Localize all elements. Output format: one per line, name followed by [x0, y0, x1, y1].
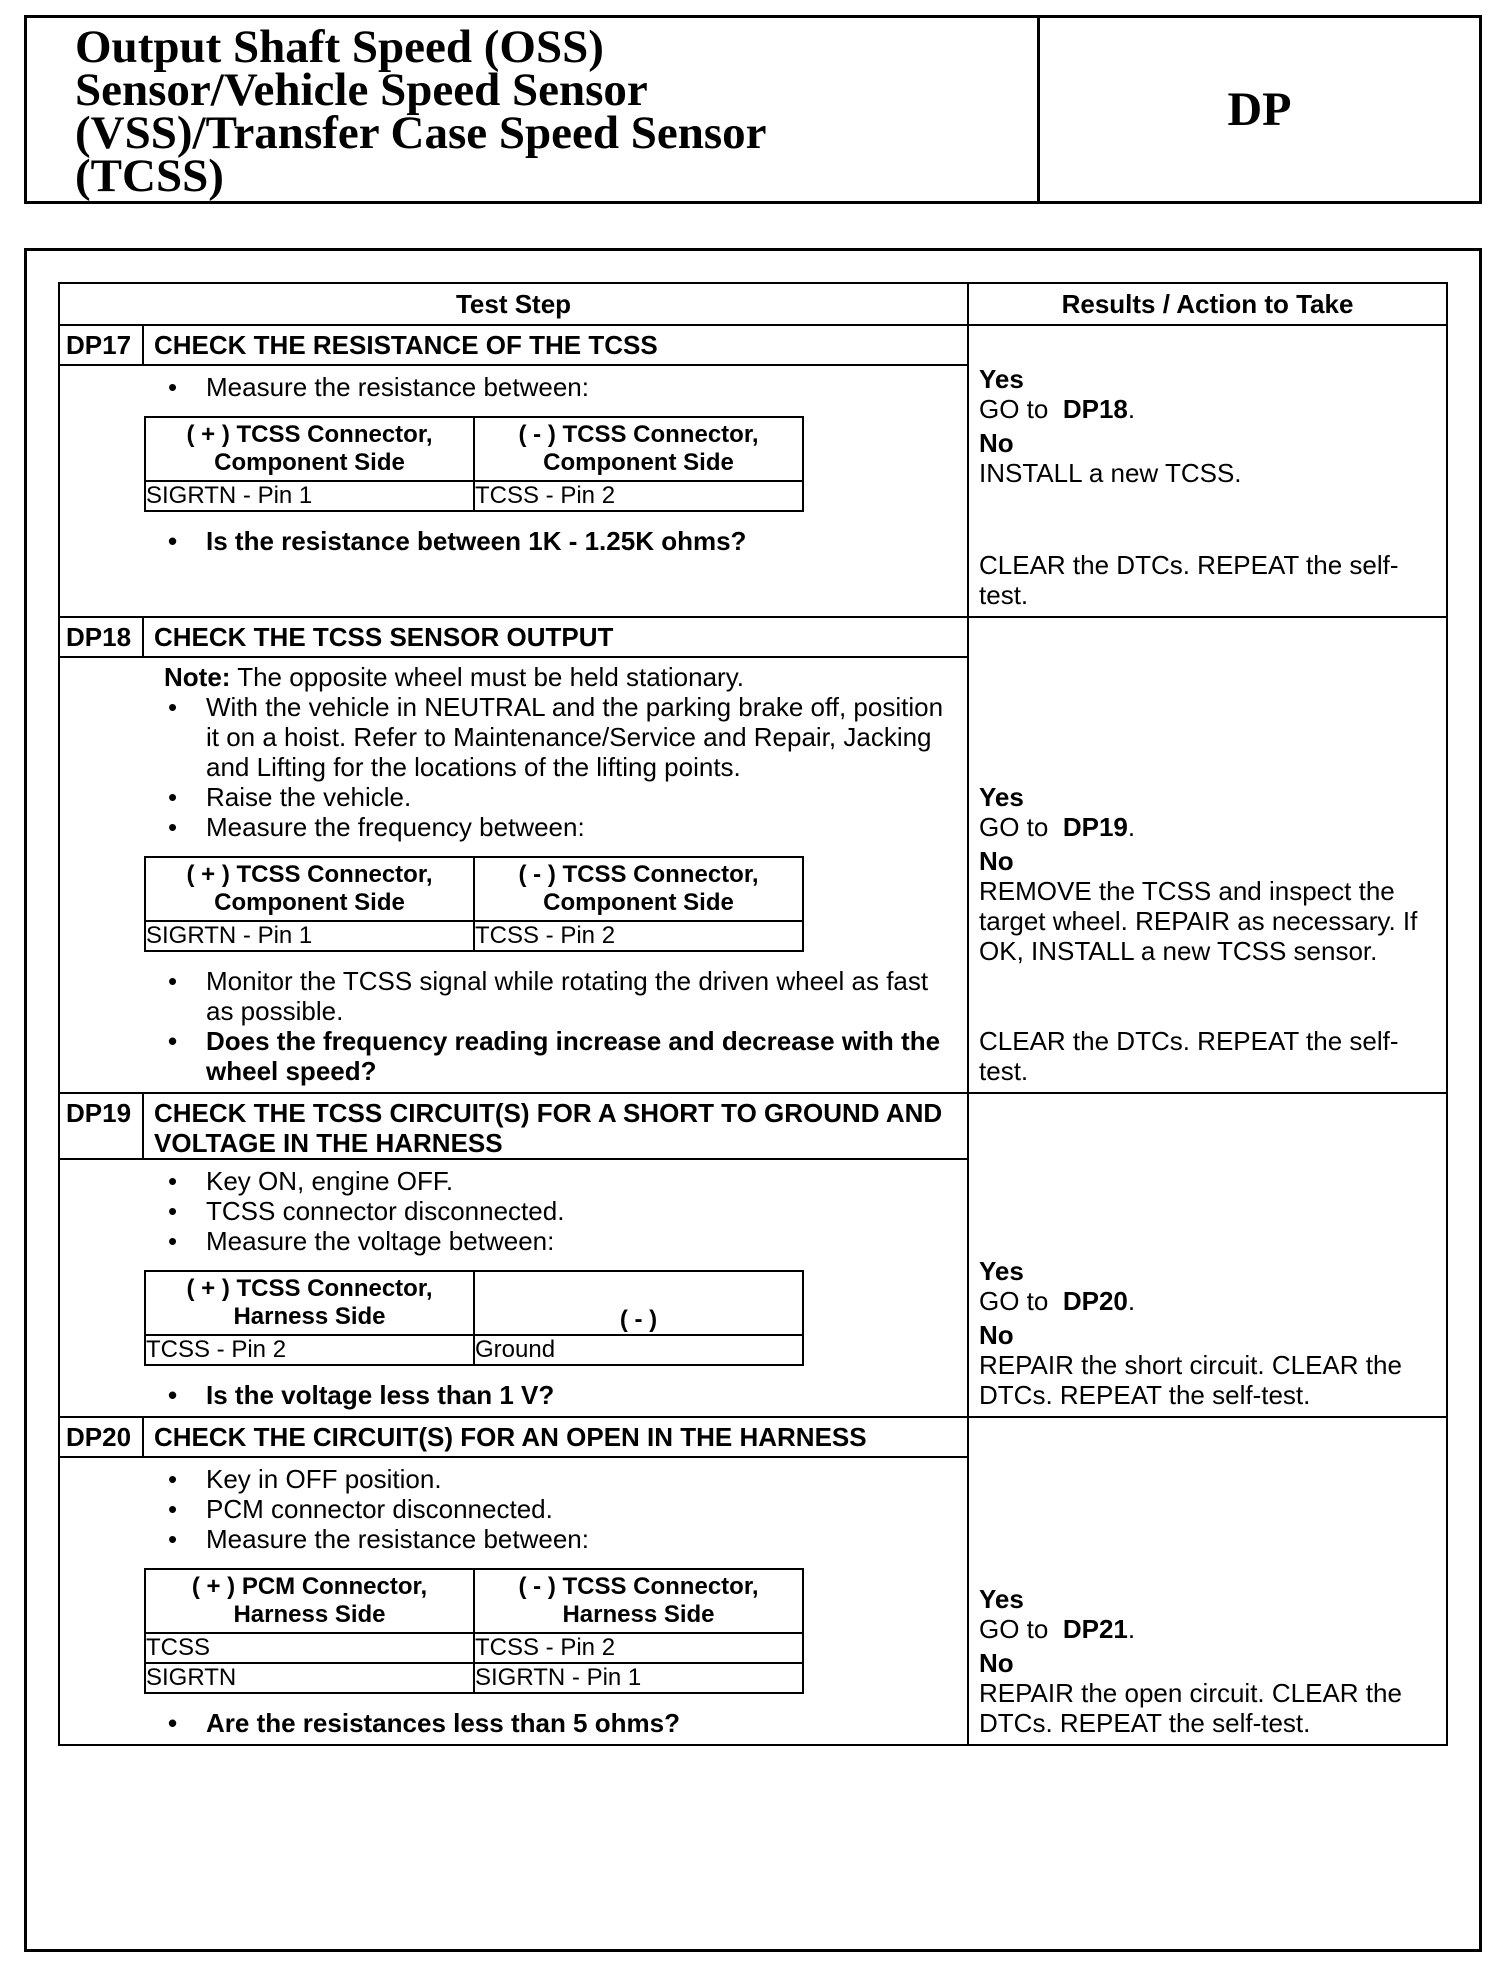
step-dp20-title-row: [59, 1417, 1447, 1457]
results-header: Results / Action to Take: [968, 283, 1447, 325]
page-title: Output Shaft Speed (OSS) Sensor/Vehicle Speed Sensor (VSS)/Transfer Case Speed Sensor (TCSS): [27, 18, 1040, 201]
step-dp17-body: • Measure the resistance between: ( + ) TCSS Connector, Component Side ( - ) TCSS Connector, Component Side SIGRTN - Pin 1 TCSS - Pin 2 • Is the resistance between 1K - 1.25K ohms?: [59, 365, 968, 617]
content-frame: [24, 248, 1482, 1952]
step-title: CHECK THE TCSS CIRCUIT(S) FOR A SHORT TO GROUND AND VOLTAGE IN THE HARNESS: [143, 1093, 968, 1159]
connector-table: ( + ) TCSS Connector, Component Side ( - ) TCSS Connector, Component Side SIGRTN - Pin 1 TCSS - Pin 2: [144, 856, 804, 952]
table-header-row: [59, 283, 1447, 325]
page-header: [24, 15, 1482, 204]
step-dp18-result: Yes GO to DP19. No REMOVE the TCSS and inspect the target wheel. REPAIR as necessary. If OK, INSTALL a new TCSS sensor. CLEAR the DTCs. REPEAT the self-test.: [968, 617, 1447, 1093]
step-dp20-body: • Key in OFF position. • PCM connector disconnected. • Measure the resistance between: ( + ) PCM Connector, Harness Side ( - ) TCSS Connector, Harness Side TCSS TCSS - Pin 2 SIGRTN SIGRTN - Pin 1 • Are the resistances less than 5 ohms?: [59, 1457, 968, 1745]
step-dp19-title-row: [59, 1093, 1447, 1159]
connector-table: ( + ) TCSS Connector, Component Side ( - ) TCSS Connector, Component Side SIGRTN - Pin 1 TCSS - Pin 2: [144, 416, 804, 512]
step-dp20-result: Yes GO to DP21. No REPAIR the open circuit. CLEAR the DTCs. REPEAT the self-test.: [968, 1417, 1447, 1745]
step-number: DP19: [59, 1093, 143, 1159]
connector-table: ( + ) TCSS Connector, Harness Side ( - ) TCSS - Pin 2 Ground: [144, 1270, 804, 1366]
step-dp18-body: Note: The opposite wheel must be held stationary. • With the vehicle in NEUTRAL and the parking brake off, position it on a hoist. Refer to Maintenance/Service and Repair, Jacking and Lifting for the locations of the lifting points. • Raise the vehicle. • Measure the frequency between: ( + ) TCSS Connector, Component Side ( - ) TCSS Connector, Component Side SIGRTN - Pin 1 TCSS - Pin 2 • Monitor the TCSS signal while rotating the driven wheel as fast as possible. • Does the frequency reading increase and decrease with the wheel speed?: [59, 657, 968, 1093]
step-dp17-result: Yes GO to DP18. No INSTALL a new TCSS. CLEAR the DTCs. REPEAT the self-test.: [968, 325, 1447, 617]
step-dp19-result: Yes GO to DP20. No REPAIR the short circuit. CLEAR the DTCs. REPEAT the self-test.: [968, 1093, 1447, 1417]
section-code: DP: [1227, 83, 1292, 136]
step-dp19-body: • Key ON, engine OFF. • TCSS connector disconnected. • Measure the voltage between: ( + ) TCSS Connector, Harness Side ( - ) TCSS - Pin 2 Ground • Is the voltage less than 1 V?: [59, 1159, 968, 1417]
step-title: CHECK THE CIRCUIT(S) FOR AN OPEN IN THE HARNESS: [143, 1417, 968, 1457]
step-number: DP18: [59, 617, 143, 657]
connector-table: ( + ) PCM Connector, Harness Side ( - ) TCSS Connector, Harness Side TCSS TCSS - Pin 2 SIGRTN SIGRTN - Pin 1: [144, 1568, 804, 1694]
step-number: DP20: [59, 1417, 143, 1457]
test-step-header: Test Step: [59, 283, 968, 325]
step-dp18-title-row: [59, 617, 1447, 657]
step-number: DP17: [59, 325, 143, 365]
step-title: CHECK THE RESISTANCE OF THE TCSS: [143, 325, 968, 365]
test-step-table: [58, 282, 1448, 1746]
step-dp17-title-row: [59, 325, 1447, 365]
step-title: CHECK THE TCSS SENSOR OUTPUT: [143, 617, 968, 657]
